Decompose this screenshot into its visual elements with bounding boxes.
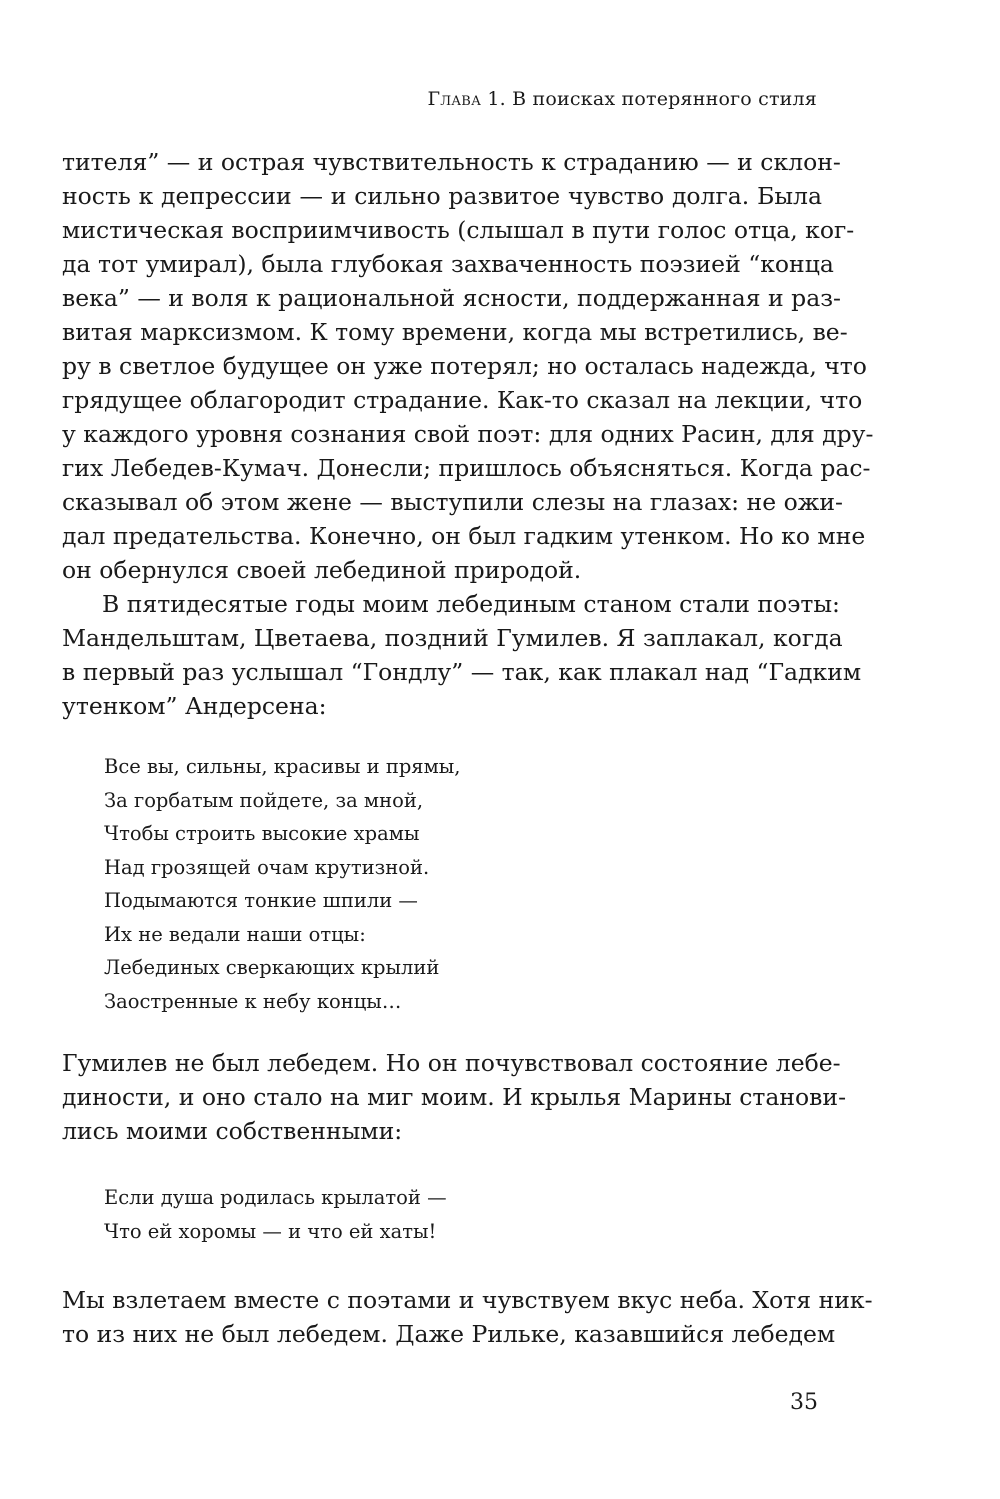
verse-line: Что ей хоромы — и что ей хаты! bbox=[104, 1219, 437, 1243]
chapter-title: В поисках потерянного стиля bbox=[512, 88, 817, 110]
text-line: то из них не был лебедем. Даже Рильке, казавшийся лебедем bbox=[62, 1320, 836, 1348]
text-line: витая марксизмом. К тому времени, когда мы встретились, ве- bbox=[62, 318, 848, 346]
verse-line: Их не ведали наши отцы: bbox=[104, 922, 366, 946]
verse-line: За горбатым пойдете, за мной, bbox=[104, 788, 424, 812]
running-head bbox=[427, 88, 817, 110]
verse-line: Заостренные к небу концы… bbox=[104, 989, 402, 1013]
text-line: Гумилев не был лебедем. Но он почувствовал состояние лебе- bbox=[62, 1049, 841, 1077]
text-line: да тот умирал), была глубокая захваченность поэзией “конца bbox=[62, 250, 834, 278]
verse-line: Над грозящей очам крутизной. bbox=[104, 855, 430, 879]
verse-quote-gumilev bbox=[104, 750, 461, 1018]
text-line: грядущее облагородит страдание. Как-то сказал на лекции, что bbox=[62, 386, 863, 414]
text-line: тителя” — и острая чувствительность к страданию — и склон- bbox=[62, 148, 841, 176]
text-line: утенком” Андерсена: bbox=[62, 692, 327, 720]
text-line: В пятидесятые годы моим лебединым станом стали поэты: bbox=[102, 590, 840, 618]
verse-line: Чтобы строить высокие храмы bbox=[104, 822, 420, 845]
paragraph-1 bbox=[62, 145, 874, 587]
verse-quote-tsvetaeva bbox=[104, 1181, 447, 1248]
text-line: мистическая восприимчивость (слышал в пути голос отца, ког- bbox=[62, 216, 855, 244]
paragraph-3 bbox=[62, 1046, 847, 1148]
page-number: 35 bbox=[790, 1390, 818, 1415]
text-line: Мандельштам, Цветаева, поздний Гумилев. Я заплакал, когда bbox=[62, 624, 843, 652]
text-line: лись моими собственными: bbox=[62, 1117, 403, 1145]
chapter-label: Глава 1. bbox=[427, 88, 506, 110]
verse-line: Если душа родилась крылатой — bbox=[104, 1186, 447, 1209]
text-line: ру в светлое будущее он уже потерял; но осталась надежда, что bbox=[62, 352, 867, 380]
text-line: ность к депрессии — и сильно развитое чувство долга. Была bbox=[62, 182, 822, 210]
text-line: в первый раз услышал “Гондлу” — так, как плакал над “Гадким bbox=[62, 658, 862, 686]
paragraph-4 bbox=[62, 1283, 873, 1351]
text-line: дал предательства. Конечно, он был гадким утенком. Но ко мне bbox=[62, 522, 866, 550]
text-line: сказывал об этом жене — выступили слезы на глазах: не ожи- bbox=[62, 488, 843, 516]
verse-line: Лебединых сверкающих крылий bbox=[104, 956, 440, 979]
paragraph-2 bbox=[62, 587, 862, 723]
text-line: гих Лебедев-Кумач. Донесли; пришлось объясняться. Когда рас- bbox=[62, 454, 871, 482]
text-line: он обернулся своей лебединой природой. bbox=[62, 556, 582, 584]
text-line: века” — и воля к рациональной ясности, поддержанная и раз- bbox=[62, 284, 841, 312]
verse-line: Все вы, сильны, красивы и прямы, bbox=[104, 755, 461, 778]
text-line: у каждого уровня сознания свой поэт: для одних Расин, для дру- bbox=[62, 420, 874, 448]
text-line: Мы взлетаем вместе с поэтами и чувствуем вкус неба. Хотя ник- bbox=[62, 1286, 873, 1314]
text-line: диности, и оно стало на миг моим. И крылья Марины станови- bbox=[62, 1083, 847, 1111]
verse-line: Подымаются тонкие шпили — bbox=[104, 889, 418, 912]
